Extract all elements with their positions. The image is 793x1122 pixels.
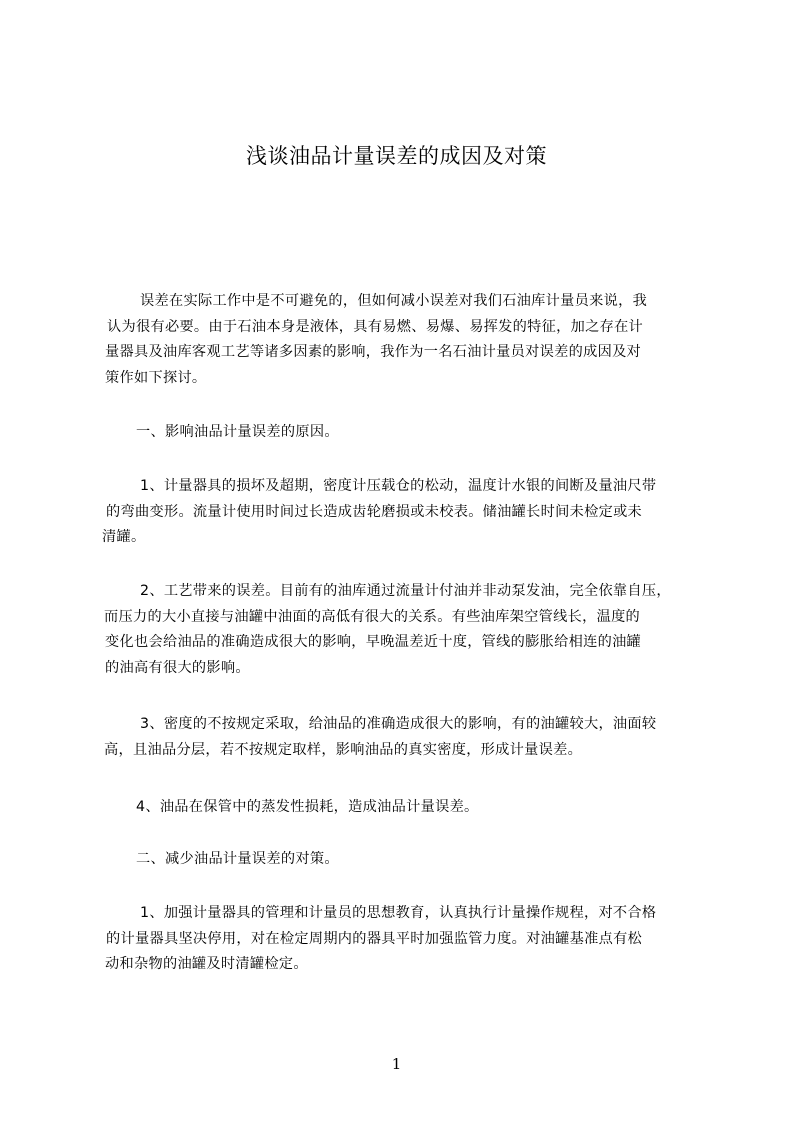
heading-line: 二、减少油品计量误差的对策。 <box>136 851 339 867</box>
paragraph-line: 清罐。 <box>102 529 146 545</box>
paragraph-line: 的油高有很大的影响。 <box>105 659 250 676</box>
paragraph-line: 2、工艺带来的误差。目前有的油库通过流量计付油并非动泵发油，完全依靠自压， <box>140 583 671 599</box>
intro-paragraph <box>104 289 716 391</box>
cause-paragraph-4 <box>104 795 716 821</box>
paragraph-line: 高，且油品分层，若不按规定取样，影响油品的真实密度，形成计量误差。 <box>104 741 583 758</box>
paragraph-line: 动和杂物的油罐及时清罐检定。 <box>105 956 308 972</box>
paragraph-line: 误差在实际工作中是不可避免的，但如何减小误差对我们石油库计量员来说，我 <box>140 293 648 309</box>
section-heading-countermeasures <box>104 847 716 873</box>
paragraph-line: 1、计量器具的损坏及超期，密度计压载仓的松动，温度计水银的间断及量油尺带 <box>140 478 657 494</box>
document-title: 浅谈油品计量误差的成因及对策 <box>246 144 547 168</box>
paragraph-line: 的计量器具坚决停用，对在检定周期内的器具平时加强监管力度。对油罐基准点有松 <box>106 930 643 947</box>
paragraph-line: 策作如下探讨。 <box>105 369 207 386</box>
heading-line: 一、影响油品计量误差的原因。 <box>136 424 339 440</box>
cause-paragraph-1 <box>104 474 716 551</box>
paragraph-line: 3、密度的不按规定采取，给油品的准确造成很大的影响，有的油罐较大，油面较 <box>140 716 657 732</box>
countermeasure-paragraph-1 <box>104 901 716 978</box>
paragraph-line: 而压力的大小直接与油罐中油面的高低有很大的关系。有些油库架空管线长，温度的 <box>104 608 641 625</box>
section-heading-causes <box>104 420 716 446</box>
page-number: 1 <box>391 1055 402 1073</box>
cause-paragraph-3 <box>104 712 716 763</box>
paragraph-line: 1、加强计量器具的管理和计量员的思想教育，认真执行计量操作规程，对不合格 <box>140 905 657 921</box>
cause-paragraph-2 <box>104 579 716 681</box>
paragraph-line: 的弯曲变形。流量计使用时间过长造成齿轮磨损或未校表。储油罐长时间未检定或未 <box>106 503 643 520</box>
paragraph-line: 认为很有必要。由于石油本身是液体，具有易燃、易爆、易挥发的特征，加之存在计 <box>107 318 644 335</box>
paragraph-line: 4、油品在保管中的蒸发性损耗，造成油品计量误差。 <box>136 799 479 815</box>
paragraph-line: 变化也会给油品的准确造成很大的影响，早晚温差近十度，管线的膨胀给相连的油罐 <box>105 634 642 650</box>
paragraph-line: 量器具及油库客观工艺等诸多因素的影响，我作为一名石油计量员对误差的成因及对 <box>105 344 642 360</box>
